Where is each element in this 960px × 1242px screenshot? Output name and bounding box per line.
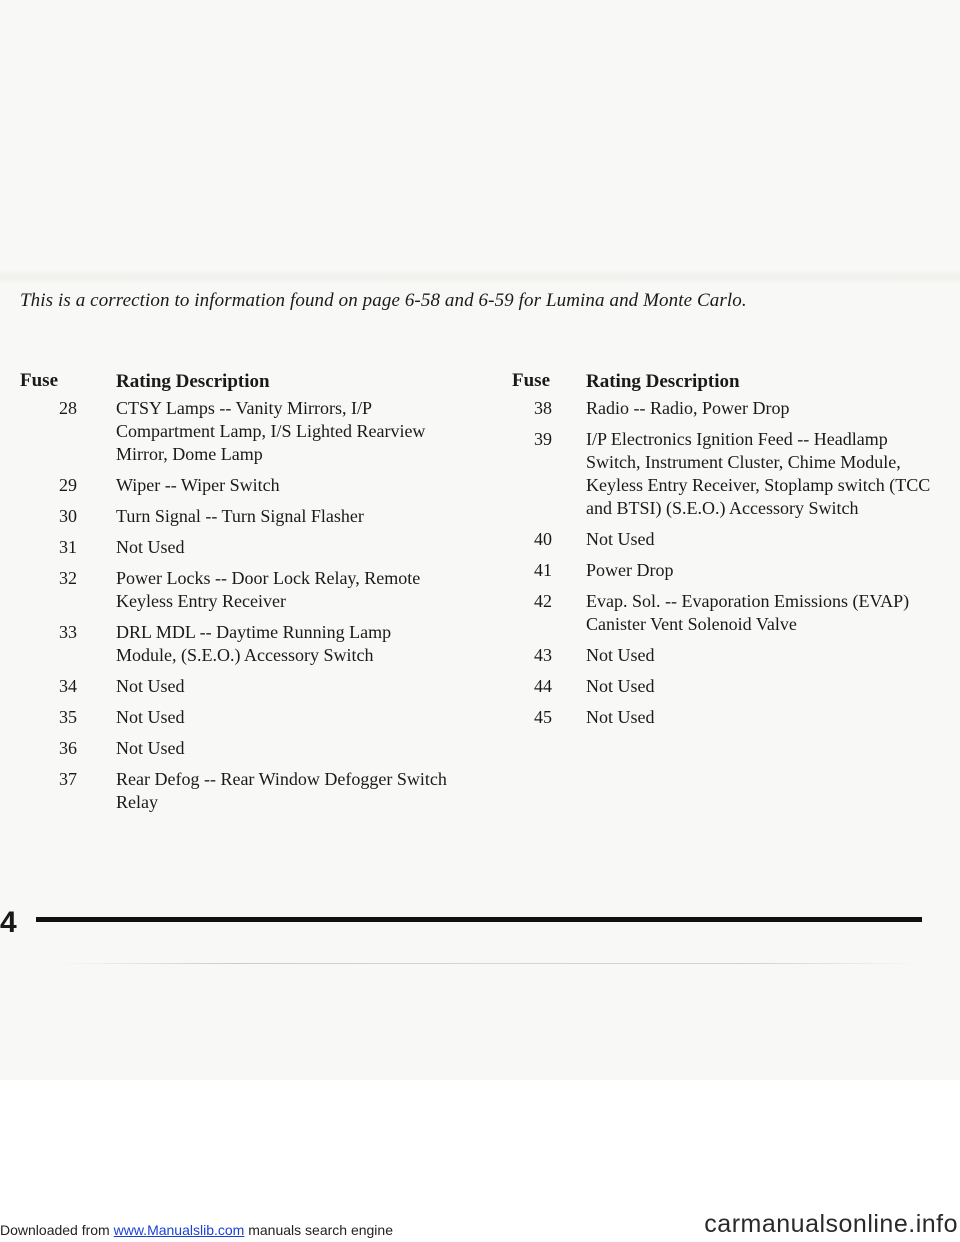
fuse-number: 33 — [59, 622, 77, 642]
fuse-number: 41 — [534, 560, 552, 580]
table-row — [500, 706, 940, 729]
fuse-description: Evap. Sol. -- Evaporation Emissions (EVAP) Canister Vent Solenoid Valve — [586, 591, 910, 634]
table-row — [20, 768, 450, 814]
fuse-description: Not Used — [116, 537, 185, 557]
scan-artifact-line — [60, 963, 920, 964]
fuse-number: 43 — [534, 645, 552, 665]
fuse-description: Not Used — [586, 645, 655, 665]
correction-note: This is a correction to information found on page 6-58 and 6-59 for Lumina and Monte Carlo. — [20, 290, 747, 311]
fuse-description: Power Drop — [586, 560, 674, 580]
fuse-number: 31 — [59, 537, 77, 557]
fuse-number: 34 — [59, 676, 77, 696]
scan-band — [0, 270, 960, 284]
download-prefix: Downloaded from — [0, 1222, 110, 1238]
description-column-header: Rating Description — [586, 371, 740, 392]
table-row — [20, 621, 450, 667]
fuse-description: Radio -- Radio, Power Drop — [586, 398, 790, 418]
fuse-number: 38 — [534, 398, 552, 418]
table-row — [500, 559, 940, 582]
fuse-number: 32 — [59, 568, 77, 588]
table-header — [500, 370, 940, 393]
table-row — [20, 397, 450, 466]
fuse-number: 42 — [534, 591, 552, 611]
fuse-number: 30 — [59, 506, 77, 526]
table-row — [20, 474, 450, 497]
fuse-description: Not Used — [116, 738, 185, 758]
divider-rule — [36, 917, 922, 922]
fuse-description: CTSY Lamps -- Vanity Mirrors, I/P Compartment Lamp, I/S Lighted Rearview Mirror, Dome Lamp — [116, 398, 426, 464]
fuse-table-left — [20, 370, 450, 822]
table-row — [20, 706, 450, 729]
table-row — [20, 737, 450, 760]
fuse-description: Not Used — [116, 676, 185, 696]
table-row — [500, 397, 940, 420]
table-row — [20, 505, 450, 528]
fuse-description: Turn Signal -- Turn Signal Flasher — [116, 506, 364, 526]
fuse-number: 45 — [534, 707, 552, 727]
fuse-description: Not Used — [586, 529, 655, 549]
fuse-column-header: Fuse — [20, 370, 58, 391]
fuse-number: 35 — [59, 707, 77, 727]
fuse-description: Rear Defog -- Rear Window Defogger Switch Relay — [116, 769, 447, 812]
fuse-number: 44 — [534, 676, 552, 696]
table-row — [500, 590, 940, 636]
fuse-description: Wiper -- Wiper Switch — [116, 475, 280, 495]
download-credit — [0, 1222, 393, 1238]
fuse-description: Power Locks -- Door Lock Relay, Remote Keyless Entry Receiver — [116, 568, 421, 611]
fuse-table-right — [500, 370, 940, 737]
table-row — [20, 536, 450, 559]
fuse-description: DRL MDL -- Daytime Running Lamp Module, (S.E.O.) Accessory Switch — [116, 622, 392, 665]
fuse-number: 37 — [59, 769, 77, 789]
table-header — [20, 370, 450, 393]
download-suffix: manuals search engine — [248, 1222, 393, 1238]
fuse-number: 40 — [534, 529, 552, 549]
table-row — [20, 567, 450, 613]
fuse-column-header: Fuse — [512, 370, 550, 391]
page-number: 4 — [0, 906, 17, 939]
fuse-number: 29 — [59, 475, 77, 495]
fuse-number: 28 — [59, 398, 77, 418]
table-row — [500, 644, 940, 667]
description-column-header: Rating Description — [116, 371, 270, 392]
fuse-number: 39 — [534, 429, 552, 449]
table-row — [500, 428, 940, 520]
site-watermark: carmanualsonline.info — [704, 1210, 958, 1238]
fuse-description: Not Used — [586, 676, 655, 696]
manualslib-link[interactable]: www.Manualslib.com — [113, 1222, 245, 1238]
fuse-description: Not Used — [586, 707, 655, 727]
table-row — [500, 528, 940, 551]
fuse-number: 36 — [59, 738, 77, 758]
fuse-description: Not Used — [116, 707, 185, 727]
table-row — [20, 675, 450, 698]
table-row — [500, 675, 940, 698]
fuse-description: I/P Electronics Ignition Feed -- Headlamp Switch, Instrument Cluster, Chime Module, Keyless Entry Receiver, Stoplamp switch (TCC and BTSI) (S.E.O.) Accessory Switch — [586, 429, 931, 518]
